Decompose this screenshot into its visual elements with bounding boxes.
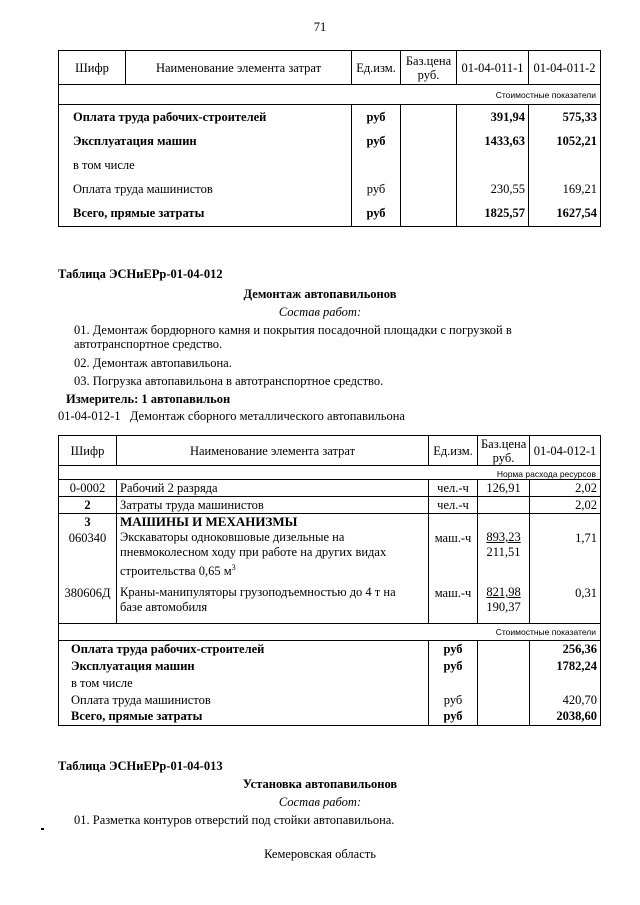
- section-label: Стоимостные показатели: [59, 85, 601, 105]
- header-col-1: 01-04-012-1: [530, 436, 601, 466]
- table-row: в том числе: [59, 153, 601, 177]
- table-row: 3 МАШИНЫ И МЕХАНИЗМЫ: [59, 514, 601, 531]
- header-base-price: Баз.цена руб.: [478, 436, 530, 466]
- header-base-price: Баз.цена руб.: [401, 51, 457, 85]
- item-line: [58, 409, 405, 424]
- table-row: 380606Д Краны-манипуляторы грузоподъемностью до 4 т на базе автомобиля маш.-ч 821,98 190,37 0,31: [59, 579, 601, 623]
- header-code: Шифр: [59, 51, 126, 85]
- step-1: 01. Демонтаж бордюрного камня и покрытия посадочной площадки с погрузкой в: [74, 323, 512, 337]
- table-title-013: Таблица ЭСНиЕРр-01-04-013: [58, 759, 223, 773]
- table-row: Оплата труда рабочих-строителей руб 391,94 575,33: [59, 105, 601, 129]
- step-1-013: 01. Разметка контуров отверстий под стойки автопавильона.: [74, 813, 395, 827]
- summary-row: в том числе: [59, 674, 601, 691]
- section-label: Стоимостные показатели: [59, 623, 601, 640]
- summary-row: Эксплуатация машин руб 1782,24: [59, 657, 601, 674]
- header-name: Наименование элемента затрат: [126, 51, 352, 85]
- header-col-1: 01-04-011-1: [457, 51, 529, 85]
- measure-unit: Измеритель: 1 автопавильон: [66, 392, 231, 406]
- section-subheading: Состав работ:: [278, 305, 362, 319]
- header-code: Шифр: [59, 436, 117, 466]
- step-1-cont: автотранспортное средство.: [74, 337, 223, 351]
- cost-table-1: [58, 50, 601, 227]
- footer-region: Кемеровская область: [264, 847, 376, 861]
- table-row: 060340 Экскаваторы одноковшовые дизельные на пневмоколесном ходу при работе на других видах строительства 0,65 $м^3$ маш.-ч 893,23 211,51 1,71: [59, 530, 601, 579]
- table-row: Оплата труда машинистов руб 230,55 169,21: [59, 177, 601, 201]
- header-name: Наименование элемента затрат: [117, 436, 429, 466]
- section-subheading-013: Состав работ:: [278, 795, 362, 809]
- step-3: 03. Погрузка автопавильона в автотранспортное средство.: [74, 374, 384, 388]
- section-heading: Демонтаж автопавильонов: [243, 287, 397, 301]
- page-number: 71: [313, 20, 327, 34]
- table-row: 2 Затраты труда машинистов чел.-ч 2,02: [59, 497, 601, 514]
- norm-label: Норма расхода ресурсов: [530, 466, 601, 480]
- resource-table: [58, 435, 601, 726]
- step-2: 02. Демонтаж автопавильона.: [74, 356, 232, 370]
- table-title-012: Таблица ЭСНиЕРр-01-04-012: [58, 267, 223, 281]
- header-unit: Ед.изм.: [429, 436, 478, 466]
- table-row: Эксплуатация машин руб 1433,63 1052,21: [59, 129, 601, 153]
- section-heading-013: Установка автопавильонов: [242, 777, 398, 791]
- item-name: Демонтаж сборного металлического автопавильона: [129, 409, 405, 423]
- table-row: Всего, прямые затраты руб 1825,57 1627,54: [59, 201, 601, 227]
- table-row: 0-0002 Рабочий 2 разряда чел.-ч 126,91 2,02: [59, 480, 601, 497]
- header-unit: Ед.изм.: [352, 51, 401, 85]
- summary-row: Оплата труда машинистов руб 420,70: [59, 691, 601, 708]
- scan-dot: [41, 828, 44, 830]
- header-col-2: 01-04-011-2: [529, 51, 601, 85]
- item-code: 01-04-012-1: [58, 409, 121, 423]
- summary-row: Оплата труда рабочих-строителей руб 256,36: [59, 640, 601, 657]
- summary-row: Всего, прямые затраты руб 2038,60: [59, 708, 601, 725]
